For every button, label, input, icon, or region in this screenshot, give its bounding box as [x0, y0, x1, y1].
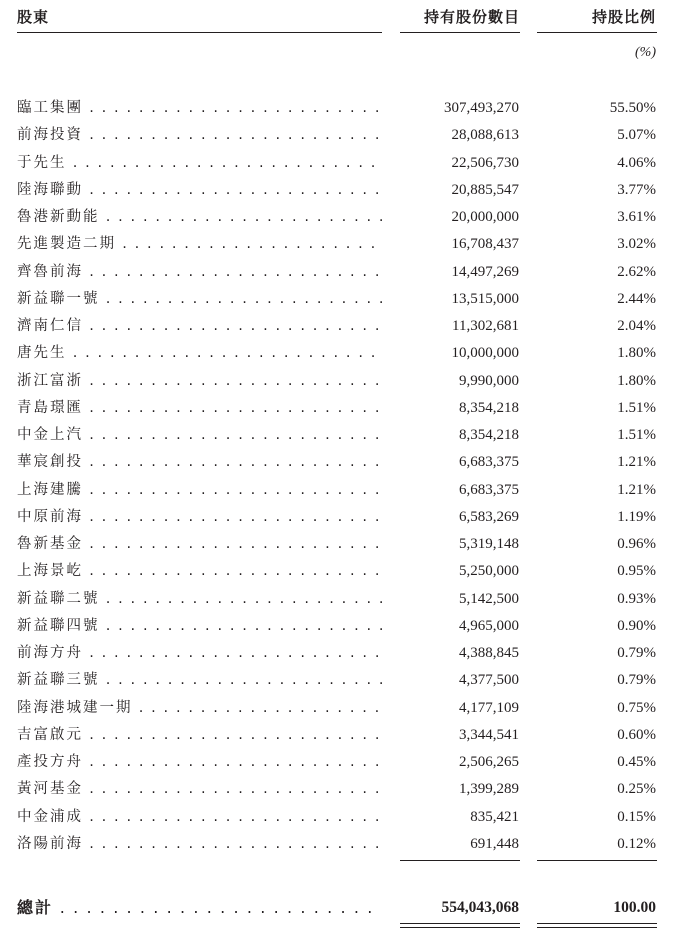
table-row [0, 368, 685, 395]
table-row [0, 586, 685, 613]
table-row [0, 231, 685, 258]
subtotal-rule-percentage [537, 860, 657, 861]
shareholding-percentage: 3.02% [617, 236, 656, 253]
shares-held: 20,885,547 [451, 181, 519, 198]
shareholding-percentage: 2.04% [617, 318, 656, 334]
shareholder-name: 唐先生 . . . [17, 340, 382, 367]
shareholding-percentage: 2.44% [617, 290, 656, 307]
shareholding-percentage: 0.45% [617, 754, 656, 770]
shares-held: 835,421 [470, 808, 519, 825]
shares-held: 5,142,500 [459, 590, 519, 607]
shares-held: 307,493,270 [444, 100, 519, 116]
shareholder-name: 華宸創投 . . . [17, 449, 382, 476]
shareholder-name: 上海建騰 . . . [17, 477, 382, 504]
total-double-rule [400, 923, 520, 928]
table-row [0, 831, 685, 858]
shares-held: 11,302,681 [452, 318, 519, 334]
shares-held: 20,000,000 [451, 209, 519, 225]
shareholding-percentage: 3.77% [617, 181, 656, 198]
shareholding-percentage: 0.79% [617, 645, 656, 661]
total-double-rule-percentage [537, 923, 657, 928]
shareholding-percentage: 0.90% [617, 617, 656, 634]
shareholding-percentage: 0.79% [617, 672, 656, 689]
shareholder-name: 浙江富浙 . . . [17, 368, 382, 395]
shareholding-percentage: 1.21% [617, 481, 656, 498]
shareholder-name: 青島璟匯 . . . [17, 395, 382, 422]
shareholder-name: 中金浦成 . . . [17, 804, 382, 831]
table-row [0, 776, 685, 803]
subtotal-rule [400, 860, 520, 861]
shareholder-header-rule [17, 32, 382, 33]
shareholder-name: 陸海港城建一期 . . . [17, 695, 382, 722]
shares-held: 10,000,000 [451, 345, 519, 362]
shares-held: 13,515,000 [451, 290, 519, 307]
shareholder-column-header: 股東 [17, 8, 50, 26]
shares-held: 8,354,218 [459, 427, 519, 443]
total-percentage: 100.00 [613, 899, 656, 916]
shares-held: 691,448 [470, 835, 519, 852]
table-row [0, 722, 685, 749]
shareholding-percentage: 0.96% [617, 536, 656, 552]
shares-held: 1,399,289 [459, 781, 519, 798]
percentage-column-header: 持股比例 [591, 8, 656, 26]
shares-held: 9,990,000 [459, 372, 519, 389]
shares-held: 6,583,269 [459, 508, 519, 525]
shareholding-percentage: 55.50% [609, 100, 656, 116]
shareholder-name: 新益聯二號 . . . [17, 586, 382, 613]
table-row [0, 695, 685, 722]
shares-held: 8,354,218 [459, 399, 519, 416]
shareholding-percentage: 1.51% [617, 427, 656, 443]
shareholding-percentage: 1.51% [617, 399, 656, 416]
shareholding-percentage: 5.07% [617, 127, 656, 144]
table-row [0, 177, 685, 204]
percentage-header-rule [537, 32, 657, 33]
shares-held: 14,497,269 [451, 263, 519, 280]
shareholding-percentage: 1.19% [617, 508, 656, 525]
table-row [0, 259, 685, 286]
total-shares: 554,043,068 [441, 899, 519, 916]
table-row [0, 449, 685, 476]
table-row [0, 340, 685, 367]
table-row [0, 804, 685, 831]
shareholder-name: 先進製造二期 . . . [17, 231, 382, 258]
shareholder-name: 于先生 . . . [17, 150, 382, 177]
shareholder-name: 前海方舟 . . . [17, 640, 382, 667]
table-row [0, 504, 685, 531]
shareholding-percentage: 0.12% [617, 835, 656, 852]
shares-held: 4,388,845 [459, 645, 519, 661]
shares-held: 28,088,613 [451, 127, 519, 144]
shareholding-percentage: 2.62% [617, 263, 656, 280]
shares-held: 6,683,375 [459, 454, 519, 471]
table-row [0, 667, 685, 694]
shareholder-name: 產投方舟 . . . [17, 749, 382, 776]
shareholding-table-body [0, 95, 685, 858]
shares-held: 4,177,109 [459, 699, 519, 716]
table-row [0, 422, 685, 449]
shareholder-name: 新益聯一號 . . . [17, 286, 382, 313]
table-row [0, 749, 685, 776]
shareholding-percentage: 0.95% [617, 563, 656, 580]
table-row [0, 122, 685, 149]
shareholder-name: 齊魯前海 . . . [17, 259, 382, 286]
table-row [0, 477, 685, 504]
shares-held: 16,708,437 [451, 236, 519, 253]
shareholding-percentage: 0.93% [617, 590, 656, 607]
shares-held: 22,506,730 [451, 154, 519, 171]
shares-held: 5,319,148 [459, 536, 519, 552]
shareholding-percentage: 3.61% [617, 209, 656, 225]
shareholder-name: 臨工集團 . . . [17, 95, 382, 122]
total-label: 總計 . . . [17, 896, 382, 920]
shares-held: 4,377,500 [459, 672, 519, 689]
shares-held: 5,250,000 [459, 563, 519, 580]
shareholder-name: 陸海聯動 . . . [17, 177, 382, 204]
table-row [0, 531, 685, 558]
shareholder-name: 魯新基金 . . . [17, 531, 382, 558]
shareholder-name: 吉富啟元 . . . [17, 722, 382, 749]
table-row [0, 558, 685, 585]
shares-header-rule [400, 32, 520, 33]
table-row [0, 395, 685, 422]
shareholding-percentage: 4.06% [617, 154, 656, 171]
shareholder-name: 中金上汽 . . . [17, 422, 382, 449]
shareholder-name: 前海投資 . . . [17, 122, 382, 149]
shares-held: 4,965,000 [459, 617, 519, 634]
shares-held: 2,506,265 [459, 754, 519, 770]
shareholder-name: 新益聯三號 . . . [17, 667, 382, 694]
shares-held: 6,683,375 [459, 481, 519, 498]
shareholding-percentage: 0.15% [617, 808, 656, 825]
table-row [0, 95, 685, 122]
shareholding-percentage: 1.80% [617, 372, 656, 389]
shareholder-name: 魯港新動能 . . . [17, 204, 382, 231]
shares-held: 3,344,541 [459, 726, 519, 743]
shares-column-header: 持有股份數目 [423, 8, 520, 26]
table-row [0, 286, 685, 313]
table-row [0, 640, 685, 667]
shareholder-name: 黃河基金 . . . [17, 776, 382, 803]
shareholder-name: 新益聯四號 . . . [17, 613, 382, 640]
table-row [0, 613, 685, 640]
shareholder-name: 濟南仁信 . . . [17, 313, 382, 340]
table-row [0, 313, 685, 340]
shareholding-percentage: 0.25% [617, 781, 656, 798]
shareholding-percentage: 1.21% [617, 454, 656, 471]
shareholder-name: 中原前海 . . . [17, 504, 382, 531]
table-row [0, 150, 685, 177]
shareholding-percentage: 0.60% [617, 726, 656, 743]
shareholder-name: 上海景屹 . . . [17, 558, 382, 585]
shareholding-percentage: 1.80% [617, 345, 656, 362]
percentage-unit: (%) [635, 45, 656, 60]
shareholding-percentage: 0.75% [617, 699, 656, 716]
table-row [0, 204, 685, 231]
shareholder-name: 洛陽前海 . . . [17, 831, 382, 858]
total-row [0, 896, 685, 920]
